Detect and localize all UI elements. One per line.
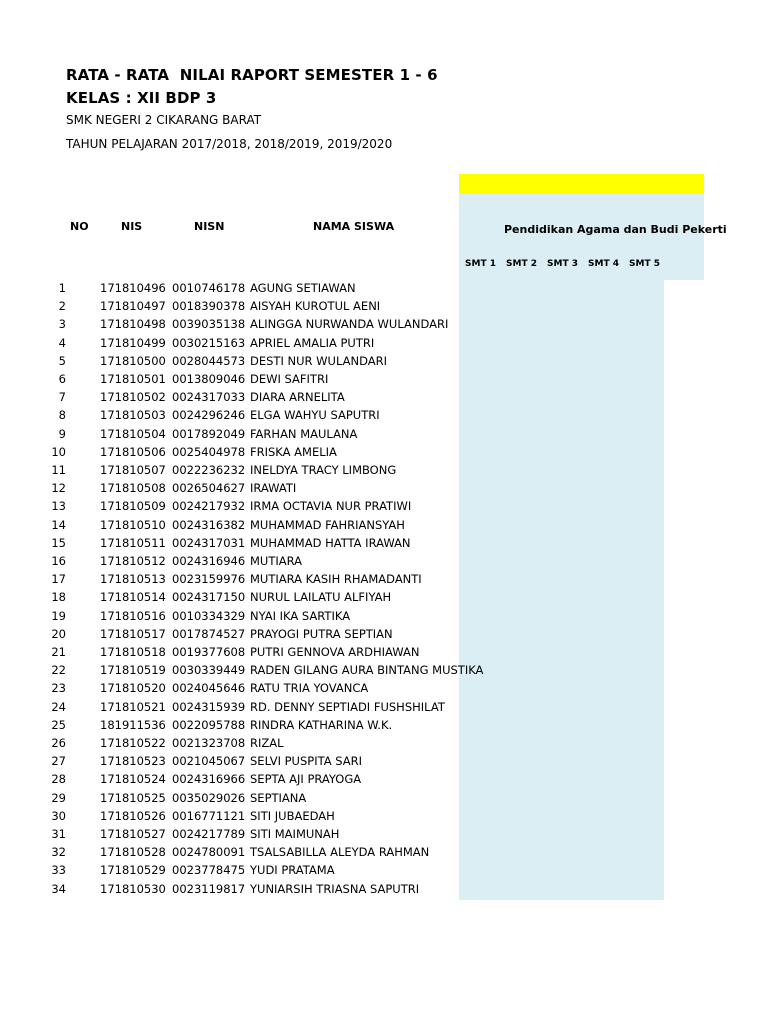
student-name: PUTRI GENNOVA ARDHIAWAN	[250, 645, 420, 659]
student-name: SEPTIANA	[250, 790, 307, 805]
table-row	[0, 791, 520, 809]
table-row	[0, 590, 520, 608]
student-name: SEPTA AJI PRAYOGA	[250, 772, 362, 787]
student-no: 27	[51, 754, 66, 769]
table-row	[0, 681, 520, 699]
student-nisn: 0025404978	[172, 444, 246, 459]
student-no: 8	[58, 408, 66, 423]
student-nis: 171810508	[100, 481, 166, 496]
student-name: RINDRA KATHARINA W.K.	[250, 717, 393, 732]
student-nisn: 0024316946	[172, 554, 246, 568]
student-nis: 171810502	[100, 390, 166, 405]
student-nis: 171810504	[100, 426, 166, 441]
header-no: NO	[70, 220, 89, 233]
student-no: 7	[58, 390, 66, 405]
student-nisn: 0010746178	[172, 281, 246, 295]
table-row	[0, 754, 520, 772]
student-nisn: 0024296246	[172, 408, 246, 423]
student-name: AGUNG SETIAWAN	[250, 281, 356, 295]
student-nis: 171810506	[100, 444, 166, 459]
student-nisn: 0024317033	[172, 390, 246, 405]
student-nis: 171810501	[100, 372, 166, 386]
student-no: 22	[51, 663, 66, 678]
student-name: DESTI NUR WULANDARI	[250, 353, 387, 368]
student-nis: 171810497	[100, 299, 166, 314]
student-name: NYAI IKA SARTIKA	[250, 608, 351, 623]
student-name: ELGA WAHYU SAPUTRI	[250, 408, 380, 423]
table-row	[0, 390, 520, 408]
student-nisn: 0023119817	[172, 881, 246, 896]
student-nis: 171810512	[100, 554, 166, 568]
student-name: APRIEL AMALIA PUTRI	[250, 335, 375, 350]
table-row	[0, 845, 520, 863]
table-row	[0, 463, 520, 481]
table-row	[0, 663, 520, 681]
student-no: 14	[51, 517, 66, 532]
table-row	[0, 609, 520, 627]
table-row	[0, 281, 520, 299]
student-nis: 171810524	[100, 772, 166, 787]
student-nis: 171810518	[100, 645, 166, 659]
subject-name: Pendidikan Agama dan Budi Pekerti	[504, 223, 727, 236]
student-name: AISYAH KUROTUL AENI	[250, 299, 381, 314]
student-nisn: 0024045646	[172, 681, 246, 696]
table-row	[0, 336, 520, 354]
student-nisn: 0021323708	[172, 736, 246, 750]
table-row	[0, 809, 520, 827]
student-nisn: 0023778475	[172, 863, 246, 878]
student-nisn: 0024217932	[172, 499, 246, 514]
student-name: IRAWATI	[250, 481, 297, 496]
table-row	[0, 518, 520, 536]
student-nisn: 0039035138	[172, 317, 246, 332]
student-nisn: 0013809046	[172, 372, 246, 386]
student-name: SITI MAIMUNAH	[250, 827, 340, 841]
student-name: SELVI PUSPITA SARI	[250, 754, 363, 769]
student-no: 29	[51, 790, 66, 805]
student-no: 19	[51, 608, 66, 623]
class-label: KELAS : XII BDP 3	[66, 89, 217, 107]
student-no: 2	[58, 299, 66, 314]
table-row	[0, 700, 520, 718]
student-nisn: 0022095788	[172, 717, 246, 732]
student-name: FRISKA AMELIA	[250, 444, 337, 459]
student-nis: 171810526	[100, 808, 166, 823]
student-no: 32	[51, 845, 66, 860]
table-row	[0, 736, 520, 754]
semester-1-header: SMT 1	[465, 259, 496, 269]
student-nisn: 0026504627	[172, 481, 246, 496]
student-no: 13	[51, 499, 66, 514]
semester-4-header: SMT 4	[588, 259, 619, 269]
semester-3-header: SMT 3	[547, 259, 578, 269]
student-no: 33	[51, 863, 66, 878]
student-nisn: 0024317150	[172, 590, 246, 605]
table-row	[0, 554, 520, 572]
student-name: RD. DENNY SEPTIADI FUSHSHILAT	[250, 699, 445, 714]
student-no: 23	[51, 681, 66, 696]
student-nis: 171810521	[100, 699, 166, 714]
student-no: 4	[58, 335, 66, 350]
student-nisn: 0024316966	[172, 772, 246, 787]
table-row	[0, 317, 520, 335]
student-name: MUHAMMAD FAHRIANSYAH	[250, 517, 405, 532]
student-name: RATU TRIA YOVANCA	[250, 681, 369, 696]
student-name: TSALSABILLA ALEYDA RAHMAN	[250, 845, 430, 860]
semester-2-header: SMT 2	[506, 259, 537, 269]
student-nisn: 0021045067	[172, 754, 246, 769]
student-name: MUTIARA KASIH RHAMADANTI	[250, 572, 422, 587]
student-nis: 171810496	[100, 281, 166, 295]
student-nisn: 0024217789	[172, 827, 246, 841]
student-nis: 171810523	[100, 754, 166, 769]
table-row	[0, 372, 520, 390]
header-nisn: NISN	[194, 220, 225, 233]
student-no: 9	[58, 426, 66, 441]
student-nisn: 0018390378	[172, 299, 246, 314]
student-nisn: 0010334329	[172, 608, 246, 623]
student-name: ALINGGA NURWANDA WULANDARI	[250, 317, 449, 332]
student-nis: 171810529	[100, 863, 166, 878]
student-no: 26	[51, 736, 66, 750]
student-nis: 171810513	[100, 572, 166, 587]
student-nisn: 0022236232	[172, 463, 246, 477]
student-nis: 181911536	[100, 717, 166, 732]
student-nis: 171810507	[100, 463, 166, 477]
table-row	[0, 627, 520, 645]
student-nisn: 0030339449	[172, 663, 246, 678]
student-no: 24	[51, 699, 66, 714]
student-nisn: 0023159976	[172, 572, 246, 587]
student-nisn: 0024316382	[172, 517, 246, 532]
student-name: INELDYA TRACY LIMBONG	[250, 463, 397, 477]
student-nisn: 0024315939	[172, 699, 246, 714]
academic-year: TAHUN PELAJARAN 2017/2018, 2018/2019, 2019/2020	[66, 137, 393, 151]
header-nama-siswa: NAMA SISWA	[313, 220, 395, 233]
student-no: 34	[51, 881, 66, 896]
student-no: 11	[51, 463, 66, 477]
student-no: 28	[51, 772, 66, 787]
student-nis: 171810517	[100, 626, 166, 641]
student-name: NURUL LAILATU ALFIYAH	[250, 590, 392, 605]
student-nis: 171810520	[100, 681, 166, 696]
table-row	[0, 354, 520, 372]
student-no: 31	[51, 827, 66, 841]
student-no: 25	[51, 717, 66, 732]
student-nis: 171810516	[100, 608, 166, 623]
table-row	[0, 299, 520, 317]
student-no: 17	[51, 572, 66, 587]
student-name: RIZAL	[250, 736, 284, 750]
student-nis: 171810525	[100, 790, 166, 805]
student-name: MUHAMMAD HATTA IRAWAN	[250, 535, 411, 550]
student-nis: 171810519	[100, 663, 166, 678]
student-no: 30	[51, 808, 66, 823]
student-name: IRMA OCTAVIA NUR PRATIWI	[250, 499, 412, 514]
student-nis: 171810522	[100, 736, 166, 750]
student-name: YUDI PRATAMA	[250, 863, 335, 878]
student-nisn: 0017874527	[172, 626, 246, 641]
student-nisn: 0028044573	[172, 353, 246, 368]
student-name: FARHAN MAULANA	[250, 426, 358, 441]
student-nis: 171810511	[100, 535, 166, 550]
student-nis: 171810510	[100, 517, 166, 532]
table-row	[0, 536, 520, 554]
report-title: RATA - RATA NILAI RAPORT SEMESTER 1 - 6	[66, 66, 438, 84]
student-no: 15	[51, 535, 66, 550]
table-row	[0, 445, 520, 463]
student-nisn: 0035029026	[172, 790, 246, 805]
student-nis: 171810503	[100, 408, 166, 423]
header-nis: NIS	[121, 220, 143, 233]
table-row	[0, 645, 520, 663]
student-name: RADEN GILANG AURA BINTANG MUSTIKA	[250, 663, 484, 678]
student-no: 12	[51, 481, 66, 496]
student-no: 5	[58, 353, 66, 368]
student-nis: 171810527	[100, 827, 166, 841]
table-row	[0, 863, 520, 881]
student-no: 20	[51, 626, 66, 641]
student-no: 16	[51, 554, 66, 568]
student-nis: 171810499	[100, 335, 166, 350]
table-row	[0, 427, 520, 445]
student-name: DIARA ARNELITA	[250, 390, 345, 405]
student-name: PRAYOGI PUTRA SEPTIAN	[250, 626, 393, 641]
student-no: 18	[51, 590, 66, 605]
student-name: MUTIARA	[250, 554, 303, 568]
student-nisn: 0024317031	[172, 535, 246, 550]
table-row	[0, 772, 520, 790]
student-name: DEWI SAFITRI	[250, 372, 329, 386]
student-nisn: 0017892049	[172, 426, 246, 441]
student-nisn: 0016771121	[172, 808, 246, 823]
student-nis: 171810528	[100, 845, 166, 860]
student-name: SITI JUBAEDAH	[250, 808, 335, 823]
student-nis: 171810530	[100, 881, 166, 896]
table-row	[0, 499, 520, 517]
school-name: SMK NEGERI 2 CIKARANG BARAT	[66, 113, 262, 127]
student-nis: 171810509	[100, 499, 166, 514]
table-row	[0, 827, 520, 845]
student-no: 21	[51, 645, 66, 659]
student-no: 10	[51, 444, 66, 459]
semester-5-header: SMT 5	[629, 259, 660, 269]
table-row	[0, 572, 520, 590]
table-row	[0, 408, 520, 426]
student-name: YUNIARSIH TRIASNA SAPUTRI	[250, 881, 420, 896]
student-no: 1	[58, 281, 66, 295]
student-nisn: 0030215163	[172, 335, 246, 350]
highlight-bar	[459, 174, 704, 194]
student-no: 3	[58, 317, 66, 332]
student-nisn: 0019377608	[172, 645, 246, 659]
student-nis: 171810500	[100, 353, 166, 368]
table-row	[0, 882, 520, 900]
student-nisn: 0024780091	[172, 845, 246, 860]
student-nis: 171810514	[100, 590, 166, 605]
student-nis: 171810498	[100, 317, 166, 332]
student-no: 6	[58, 372, 66, 386]
table-row	[0, 718, 520, 736]
table-row	[0, 481, 520, 499]
